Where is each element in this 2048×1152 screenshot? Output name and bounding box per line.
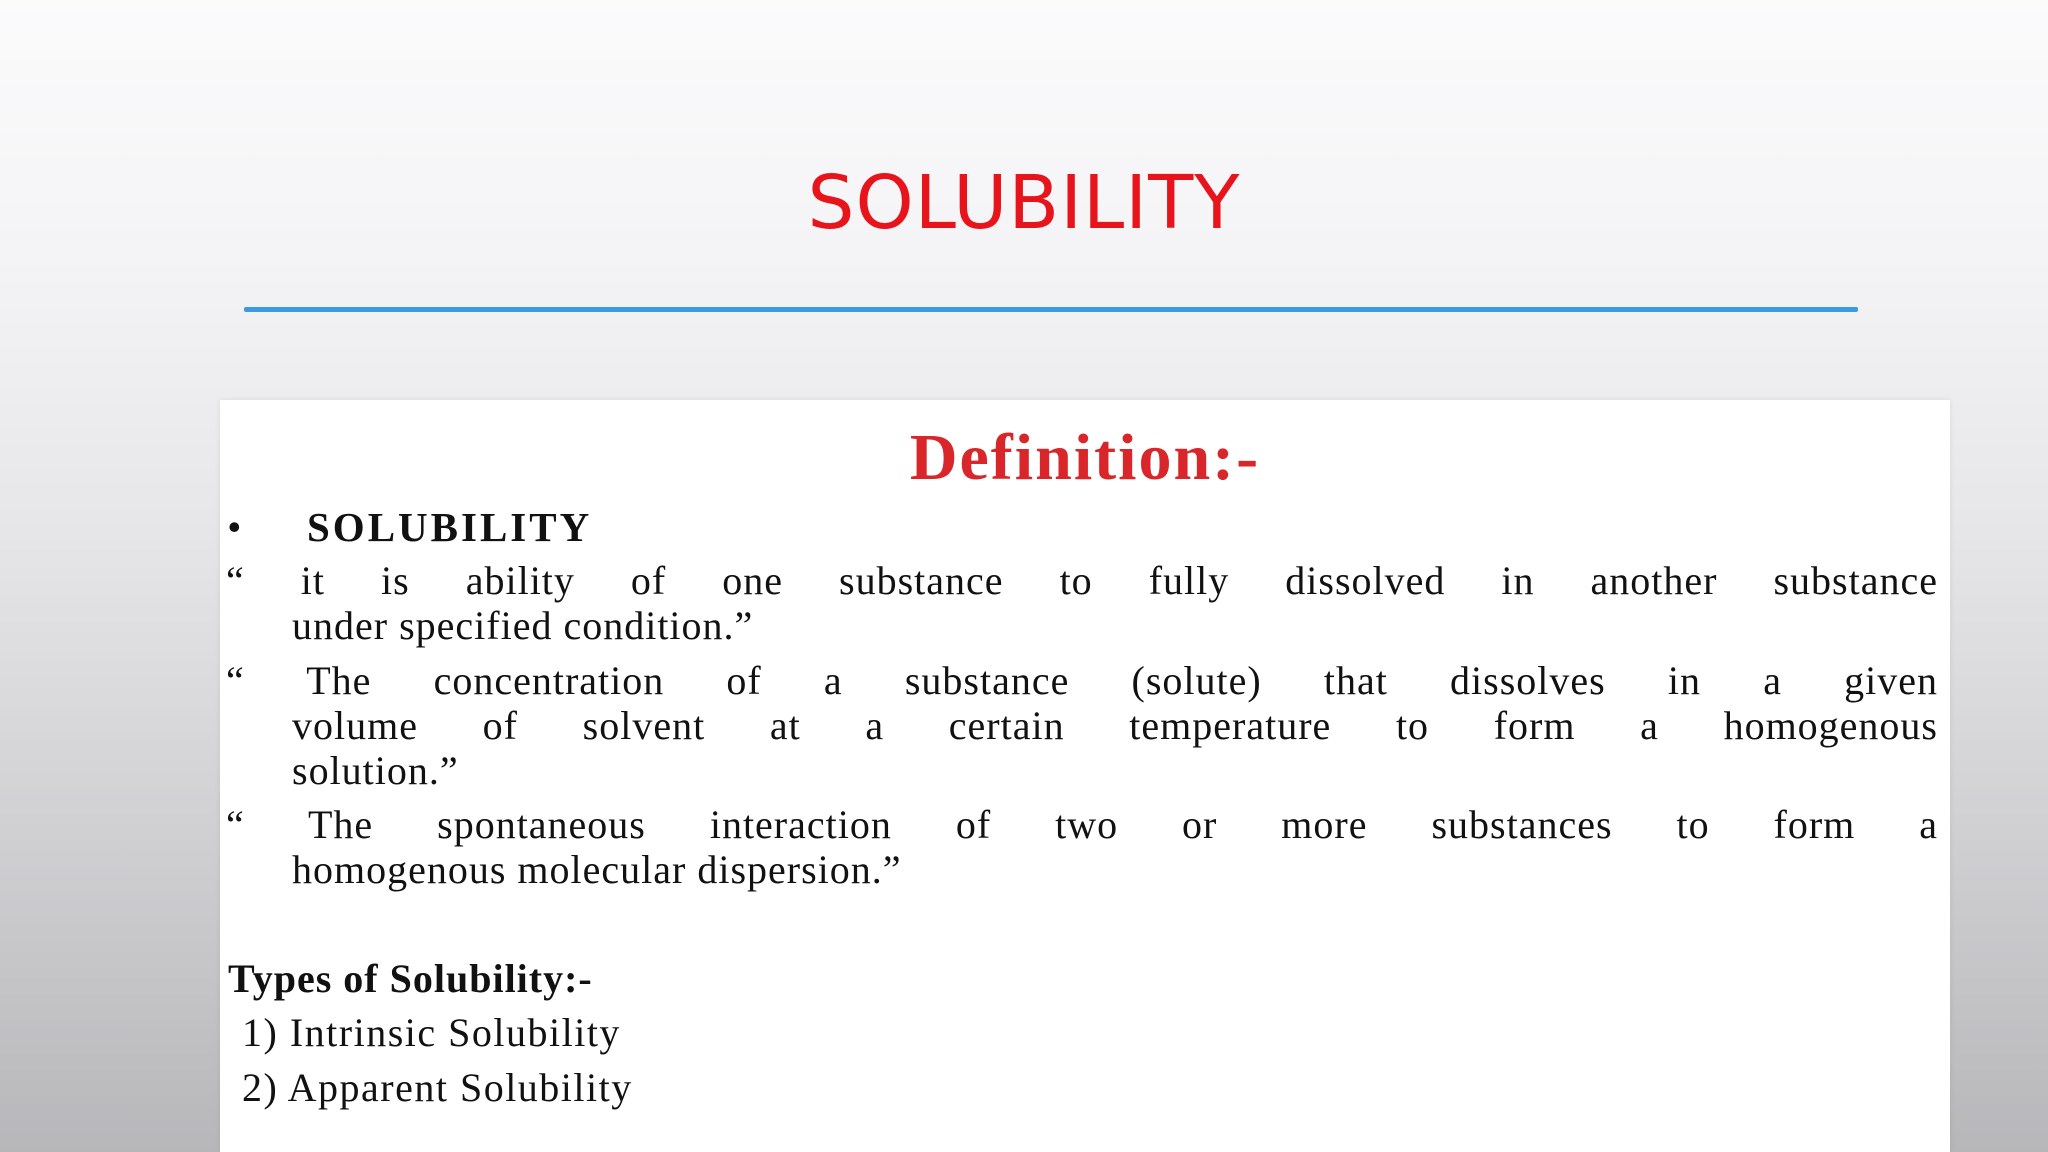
definition-line: under specified condition.” [292, 603, 754, 648]
bullet-item [220, 502, 1020, 552]
type-list-item: 1) Intrinsic Solubility [242, 1010, 621, 1055]
definition-line: solution.” [292, 748, 459, 793]
definition-line: “ it is ability of one substance to fully dissolved in another substance [226, 558, 1938, 603]
bullet-dot-icon: • [228, 507, 244, 547]
bullet-label: SOLUBILITY [307, 504, 593, 550]
definition-line: volume of solvent at a certain temperature to form a homogenous [292, 703, 1938, 748]
definition-quote-3 [226, 802, 1938, 892]
type-list-item: 2) Apparent Solubility [242, 1065, 633, 1110]
title-divider-line [244, 307, 1858, 312]
types-heading: Types of Solubility:- [228, 956, 593, 1001]
definition-line: homogenous molecular dispersion.” [292, 847, 902, 892]
definition-quote-2 [226, 658, 1938, 793]
slide-title: SOLUBILITY [807, 160, 1241, 246]
definition-quote-1 [226, 558, 1938, 648]
definition-line: “ The concentration of a substance (solute) that dissolves in a given [226, 658, 1938, 703]
definition-image [220, 400, 1950, 1152]
definition-heading: Definition:- [909, 421, 1261, 494]
definition-line: “ The spontaneous interaction of two or more substances to form a [226, 802, 1938, 847]
